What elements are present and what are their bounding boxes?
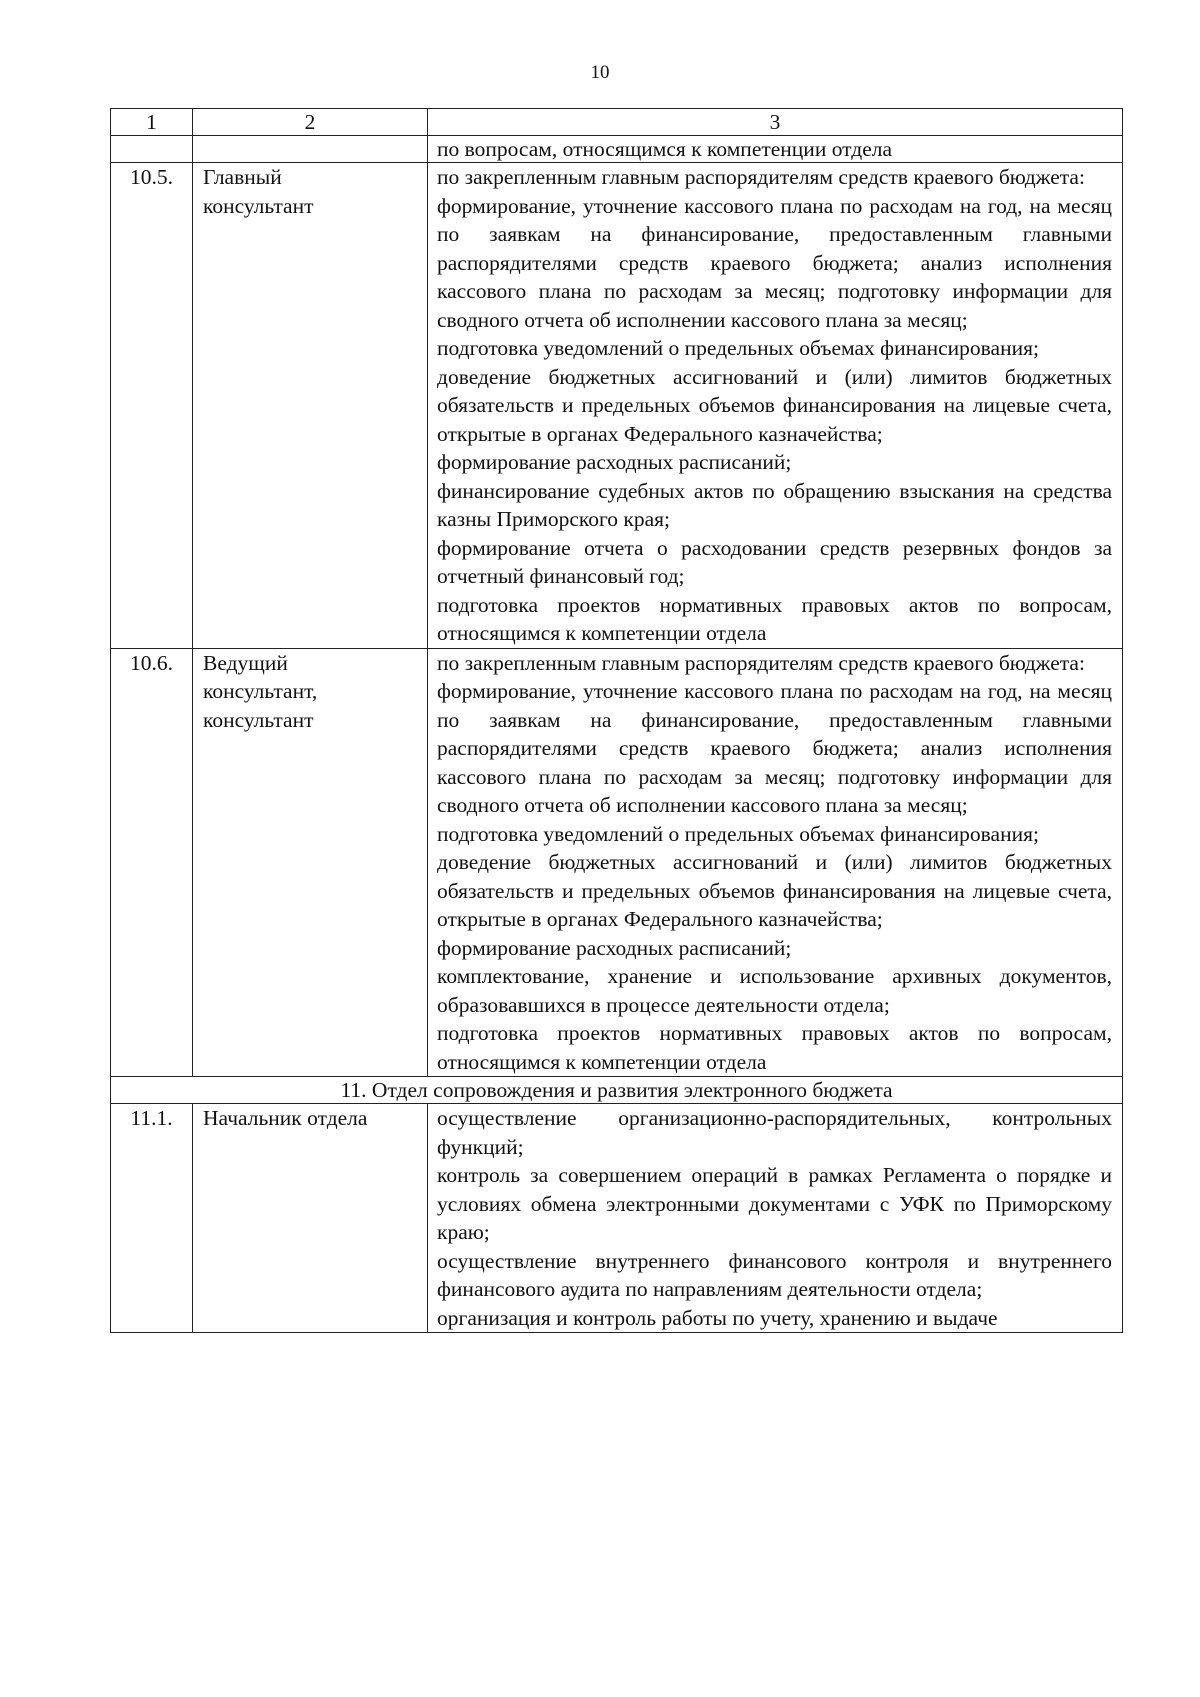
duty-item: формирование, уточнение кассового плана по расходам на год, на месяц по заявкам на финансирование, предоставленным главными распорядителями средств краевого бюджета; анализ исполнения кассового плана по расходам за месяц; подготовку информации для сводного отчета об исполнении кассового плана за месяц; xyxy=(437,193,1112,332)
row-number: 11.1. xyxy=(111,1104,193,1333)
duty-item: формирование, уточнение кассового плана по расходам на год, на месяц по заявкам на финансирование, предоставленным главными распорядителями средств краевого бюджета; анализ исполнения кассового плана по расходам за месяц; подготовку информации для сводного отчета об исполнении кассового плана за месяц; xyxy=(437,679,1112,817)
section-heading: 11. Отдел сопровождения и развития электронного бюджета xyxy=(111,1077,1123,1104)
duty-item: формирование расходных расписаний; xyxy=(437,935,792,960)
column-header: 2 xyxy=(193,109,428,136)
page-number: 10 xyxy=(590,62,610,83)
duty-item: доведение бюджетных ассигнований и (или) лимитов бюджетных обязательств и предельных объемов финансирования на лицевые счета, открытые в органах Федерального казначейства; xyxy=(437,850,1112,931)
duty-item: комплектование, хранение и использование архивных документов, образовавшихся в процессе деятельности отдела; xyxy=(437,964,1112,1017)
position-title xyxy=(193,163,428,649)
position-title xyxy=(193,1104,428,1333)
duty-item: финансирование судебных актов по обращению взыскания на средства казны Приморского края; xyxy=(437,478,1112,531)
duty-item: подготовка уведомлений о предельных объемах финансирования; xyxy=(437,821,1039,846)
position-title-line: Главный xyxy=(203,165,282,189)
duty-item: подготовка проектов нормативных правовых актов по вопросам, относящимся к компетенции отдела xyxy=(437,1021,1112,1074)
duty-item: формирование расходных расписаний; xyxy=(437,450,792,474)
empty-cell xyxy=(111,136,193,163)
continuation-row xyxy=(111,136,1123,163)
column-header: 3 xyxy=(428,109,1123,136)
duty-item: осуществление организационно-распорядительных, контрольных функций; xyxy=(437,1106,1112,1159)
duty-item: формирование отчета о расходовании средств резервных фондов за отчетный финансовый год; xyxy=(437,535,1112,588)
position-title-line: консультант xyxy=(203,193,314,218)
row-number: 10.5. xyxy=(111,163,193,649)
table-row xyxy=(111,1104,1123,1333)
position-title xyxy=(193,648,428,1077)
duty-item: подготовка проектов нормативных правовых актов по вопросам, относящимся к компетенции отдела xyxy=(437,592,1112,645)
position-title-line: Начальник отдела xyxy=(203,1106,368,1130)
column-header: 1 xyxy=(111,109,193,136)
duty-item: контроль за совершением операций в рамках Регламента о порядке и условиях обмена электронными документами с УФК по Приморскому краю; xyxy=(437,1163,1112,1244)
duty-item: подготовка уведомлений о предельных объемах финансирования; xyxy=(437,336,1039,360)
table-row xyxy=(111,163,1123,649)
empty-cell xyxy=(193,136,428,163)
duty-item: по закрепленным главным распорядителям средств краевого бюджета: xyxy=(437,165,1085,189)
continuation-text: по вопросам, относящимся к компетенции отдела xyxy=(428,136,1123,163)
duty-item: осуществление внутреннего финансового контроля и внутреннего финансового аудита по направлениям деятельности отдела; xyxy=(437,1248,1112,1301)
position-title-line: консультант xyxy=(203,707,314,732)
position-title-line: Ведущий xyxy=(203,650,288,675)
duty-item: по закрепленным главным распорядителям средств краевого бюджета: xyxy=(437,650,1085,675)
section-heading-row xyxy=(111,1077,1123,1104)
table-header-row xyxy=(111,109,1123,136)
duties-cell xyxy=(428,648,1123,1077)
duty-item: доведение бюджетных ассигнований и (или) лимитов бюджетных обязательств и предельных объемов финансирования на лицевые счета, открытые в органах Федерального казначейства; xyxy=(437,364,1112,446)
duty-item: организация и контроль работы по учету, хранению и выдаче xyxy=(437,1305,998,1330)
table-row xyxy=(111,648,1123,1077)
row-number: 10.6. xyxy=(111,648,193,1077)
duties-cell xyxy=(428,1104,1123,1333)
position-title-line: консультант, xyxy=(203,679,318,703)
positions-table xyxy=(110,108,1123,1333)
duties-cell xyxy=(428,163,1123,649)
